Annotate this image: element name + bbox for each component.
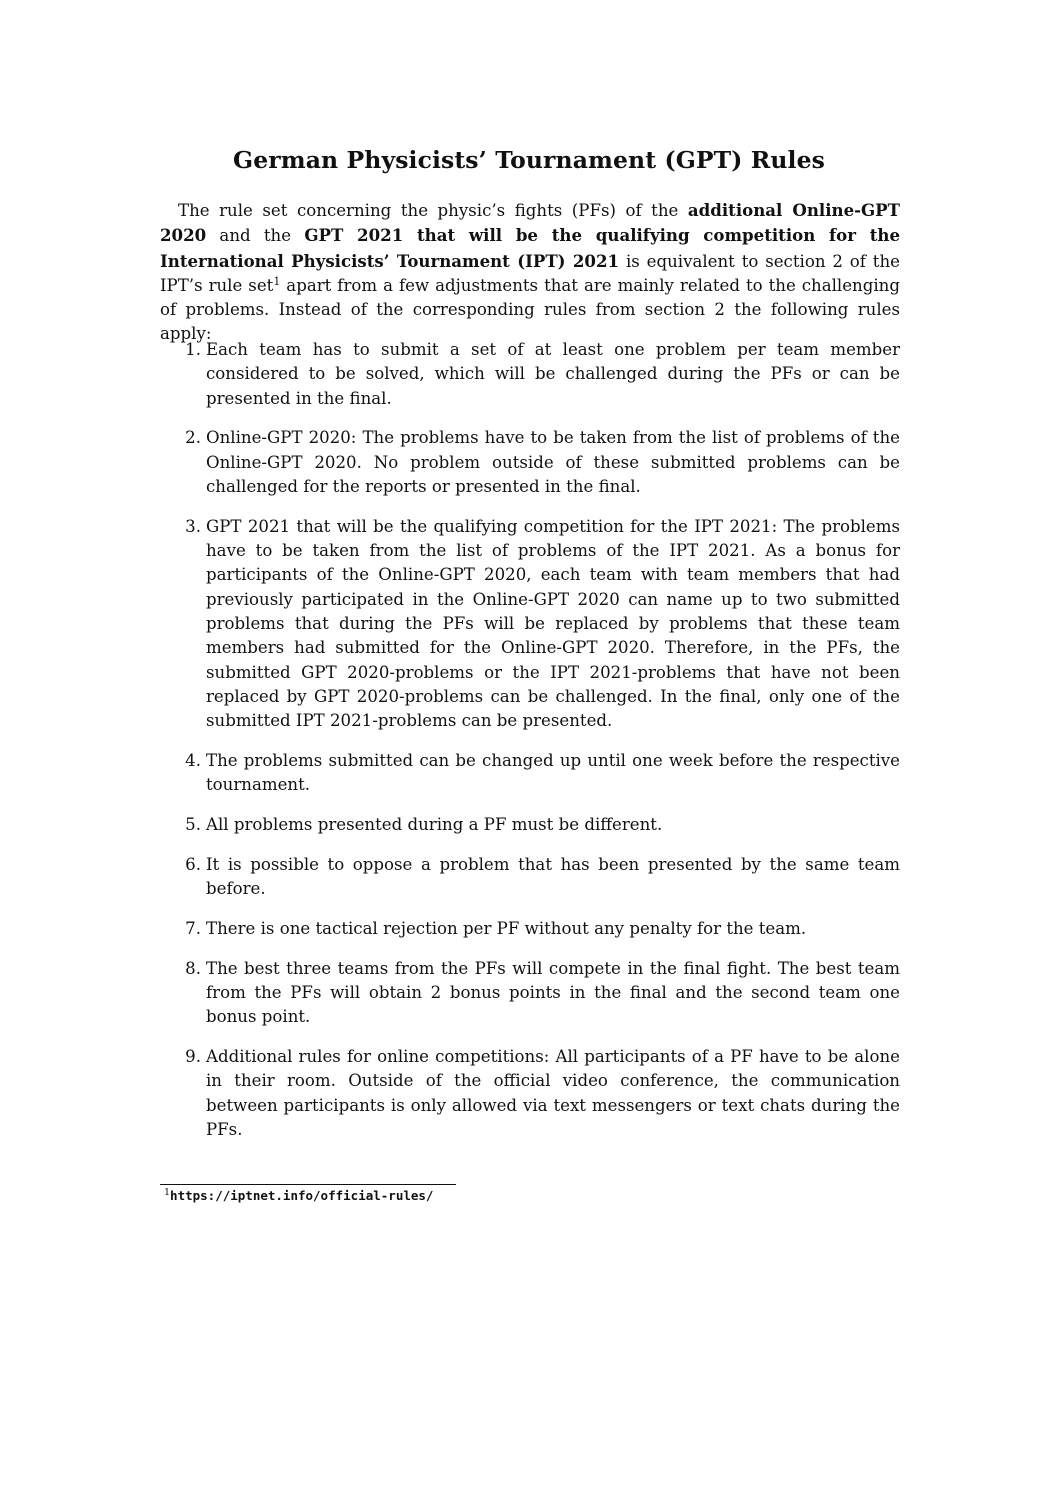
rule-number: 2. (185, 428, 201, 448)
footnote (164, 1188, 433, 1203)
rule-item (185, 749, 900, 798)
rule-item (185, 1045, 900, 1142)
rule-text: The best three teams from the PFs will compete in the final fight. The best team from the PFs will obtain 2 bonus points in the final and the second team one bonus point. (206, 958, 900, 1027)
footnote-divider (160, 1184, 456, 1185)
rule-number: 1. (185, 340, 201, 359)
intro-text-4: apart from a few adjustments that are mainly related to the challenging of problems. Instead of the corresponding rules from section 2 the following rules apply: (160, 275, 900, 344)
intro-bold-1: additional Online-GPT 2020 (160, 200, 901, 246)
footnote-mark: 1 (164, 1187, 171, 1198)
rule-text: Online-GPT 2020: The problems have to be taken from the list of problems of the Online-GPT 2020. No problem outside of these submitted problems can be challenged for the reports or presented in the final. (206, 428, 900, 496)
rule-number: 5. (185, 815, 201, 835)
rule-number: 3. (185, 516, 201, 536)
intro-text-1: The rule set concerning the physic’s fights (PFs) of the (178, 201, 688, 220)
rule-number: 8. (185, 958, 201, 978)
rule-item (185, 515, 900, 734)
footnote-reference: 1 (273, 274, 281, 288)
rule-text: There is one tactical rejection per PF without any penalty for the team. (206, 918, 807, 938)
rule-item (185, 813, 900, 837)
rule-text: Each team has to submit a set of at least one problem per team member considered to be solved, which will be challenged during the PFs or can be presented in the final. (206, 340, 900, 408)
rule-text: It is possible to oppose a problem that has been presented by the same team before. (206, 854, 900, 899)
rule-item (185, 853, 900, 902)
rules-list (185, 338, 900, 1158)
rule-number: 9. (185, 1047, 201, 1067)
rule-text: Additional rules for online competitions: All participants of a PF have to be alone in their room. Outside of the official video conference, the communication between participants is only allowed via text messengers or text chats during the PFs. (206, 1047, 900, 1140)
intro-bold-2: GPT 2021 that will be the qualifying competition for the International Physicists’ Tournament (IPT) 2021 (160, 225, 901, 271)
footnote-link[interactable]: https://iptnet.info/official-rules/ (170, 1188, 434, 1203)
rule-text: The problems submitted can be changed up until one week before the respective tournament. (206, 750, 900, 795)
rule-number: 7. (185, 918, 201, 938)
rule-item (185, 917, 900, 941)
intro-text-2: and the (206, 226, 305, 246)
rule-text: GPT 2021 that will be the qualifying competition for the IPT 2021: The problems have to be taken from the list of problems of the IPT 2021. As a bonus for participants of the Online-GPT 2020, each team with team members that had previously participated in the Online-GPT 2020 can name up to two submitted problems that during the PFs will be replaced by problems that these team members had submitted for the Online-GPT 2020. Therefore, in the PFs, the submitted GPT 2020-problems or the IPT 2021-problems that have not been replaced by GPT 2020-problems can be challenged. In the final, only one of the submitted IPT 2021-problems can be presented. (206, 516, 900, 731)
intro-text-3: is equivalent to section 2 of the IPT’s rule set (160, 251, 900, 295)
document-title: German Physicists’ Tournament (GPT) Rules (233, 146, 825, 174)
intro-paragraph (160, 198, 900, 347)
rule-item (185, 426, 900, 499)
rule-item (185, 338, 900, 411)
rule-item (185, 957, 900, 1030)
rule-text: All problems presented during a PF must be different. (206, 815, 663, 835)
rule-number: 6. (185, 854, 201, 874)
rule-number: 4. (185, 750, 201, 770)
